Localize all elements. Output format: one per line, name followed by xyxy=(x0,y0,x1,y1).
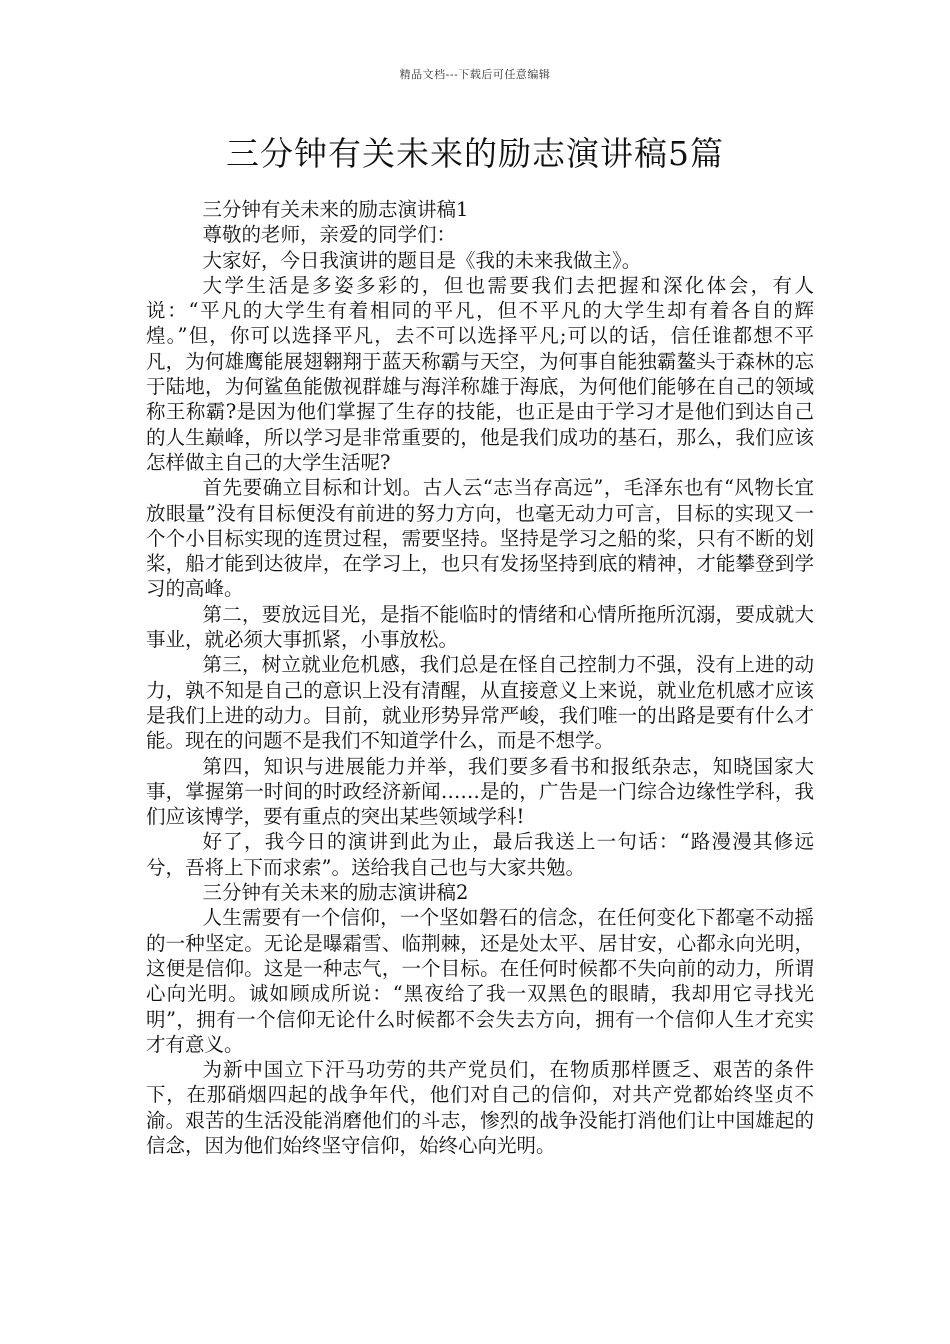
section-heading-2: 三分钟有关未来的励志演讲稿2 xyxy=(202,881,469,905)
paragraph: 首先要确立目标和计划。古人云“志当存高远”，毛泽东也有“风物长宜放眼量”没有目标便没有前进的努力方向，也毫无动力可言，目标的实现又一个个小目标实现的连贯过程，需要坚持。坚持是学习之船的桨，只有不断的划桨，船才能到达彼岸，在学习上，也只有发扬坚持到底的精神，才能攀登到学习的高峰。 xyxy=(146,476,814,601)
header-note: 精品文档---下载后可任意编辑 xyxy=(399,68,551,81)
paragraph: 第四，知识与进展能力并举，我们要多看书和报纸杂志，知晓国家大事，掌握第一时间的时政经济新闻……是的，广告是一门综合边缘性学科，我们应该博学，要有重点的突出某些领域学科! xyxy=(146,754,814,829)
salutation: 尊敬的老师，亲爱的同学们： xyxy=(202,223,457,247)
paragraph: 大学生活是多姿多彩的，但也需要我们去把握和深化体会，有人说：“平凡的大学生有着相同的平凡，但不平凡的大学生却有着各自的辉煌。”但，你可以选择平凡，去不可以选择平凡;可以的话，信任谁都想不平凡，为何雄鹰能展翅翱翔于蓝天称霸与天空，为何事自能独霸鳌头于森林的忘于陆地，为何鲨鱼能傲视群雄与海洋称雄于海底，为何他们能够在自己的领域称王称霸?是因为他们掌握了生存的技能，也正是由于学习才是他们到达自己的人生巅峰，所以学习是非常重要的，他是我们成功的基石，那么，我们应该怎样做主自己的大学生活呢? xyxy=(146,273,814,474)
document-title: 三分钟有关未来的励志演讲稿5篇 xyxy=(226,134,724,173)
paragraph: 第二，要放远目光，是指不能临时的情绪和心情所拖所沉溺，要成就大事业，就必须大事抓紧，小事放松。 xyxy=(146,602,814,652)
paragraph: 第三，树立就业危机感，我们总是在怪自己控制力不强，没有上进的动力，孰不知是自己的意识上没有清醒，从直接意义上来说，就业危机感才应该是我们上进的动力。目前，就业形势异常严峻，我们唯一的出路是要有什么才能。现在的问题不是我们不知道学什么，而是不想学。 xyxy=(146,653,814,753)
document-body xyxy=(146,197,814,1158)
paragraph: 人生需要有一个信仰，一个坚如磐石的信念，在任何变化下都毫不动摇的一种坚定。无论是曝霜雪、临荆棘，还是处太平、居甘安，心都永向光明，这便是信仰。这是一种志气，一个目标。在任何时候都不失向前的动力，所谓心向光明。诚如顾成所说：“黑夜给了我一双黑色的眼睛，我却用它寻找光明”，拥有一个信仰无论什么时候都不会失去方向，拥有一个信仰人生才充实才有意义。 xyxy=(146,906,814,1056)
paragraph: 为新中国立下汗马功劳的共产党员们，在物质那样匮乏、艰苦的条件下，在那硝烟四起的战争年代，他们对自己的信仰，对共产党都始终坚贞不渝。艰苦的生活没能消磨他们的斗志，惨烈的战争没能打消他们让中国雄起的信念，因为他们始终坚守信仰，始终心向光明。 xyxy=(146,1058,814,1157)
section-heading-1: 三分钟有关未来的励志演讲稿1 xyxy=(202,198,469,221)
paragraph: 大家好，今日我演讲的题目是《我的未来我做主》。 xyxy=(202,248,642,272)
paragraph: 好了，我今日的演讲到此为止，最后我送上一句话：“路漫漫其修远兮，吾将上下而求索”。送给我自己也与大家共勉。 xyxy=(146,830,814,879)
